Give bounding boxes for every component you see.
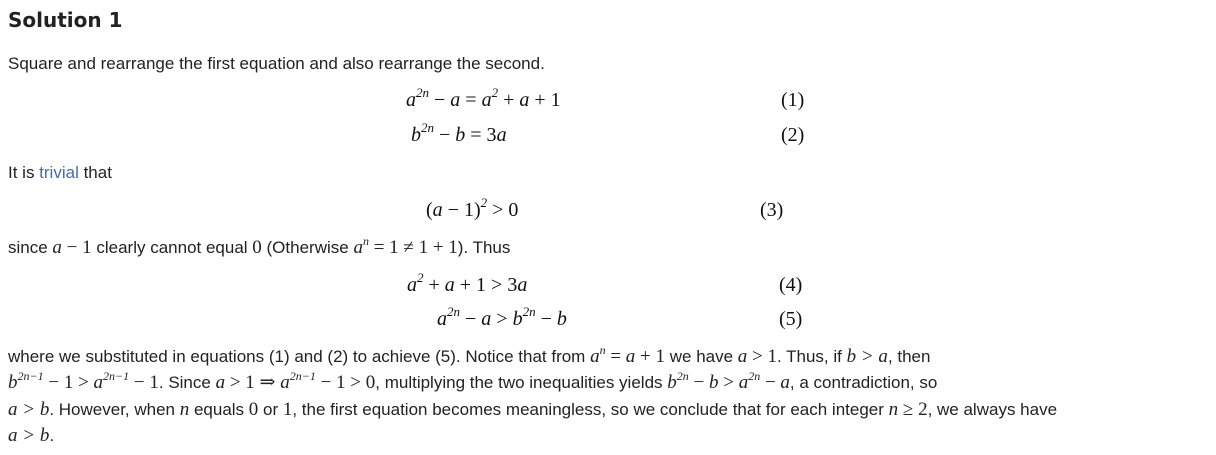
trivial-link[interactable]: trivial (39, 163, 79, 182)
conclusion-line-1: where we substituted in equations (1) and (2) to achieve (5). Notice that from $a^n = a + 1$ we have a > 1. Thus, if b > a, then (8, 343, 931, 367)
trivial-before: It is (8, 163, 40, 182)
equation-5: $a^{2n} - a > b^{2n} - b$ (437, 304, 567, 330)
solution-title: Solution 1 (8, 8, 123, 32)
conclusion-line-3: a > b. However, when n equals 0 or 1, the first equation becomes meaningless, so we conclude that for each integer n ≥ 2, we always have (8, 399, 1058, 420)
conclusion-line-4: a > b. (8, 425, 55, 446)
equation-3-label: (3) (760, 199, 784, 221)
equation-4-label: (4) (779, 274, 803, 296)
equation-5-label: (5) (779, 308, 803, 330)
trivial-after: that (78, 163, 112, 182)
intro-paragraph: Square and rearrange the first equation and also rearrange the second. (8, 54, 545, 73)
trivial-paragraph (8, 160, 112, 186)
equation-4: $a^2 + a + 1 > 3a$ (407, 270, 528, 296)
equation-2: $b^{2n} - b = 3a$ (411, 120, 507, 146)
equation-1-label: (1) (781, 89, 805, 111)
equation-3: $(a - 1)^2 > 0$ (426, 195, 519, 221)
since-paragraph: since a − 1 clearly cannot equal 0 (Otherwise $a^n = 1 \ne 1 + 1$). Thus (8, 234, 511, 258)
equation-2-label: (2) (781, 124, 805, 146)
equation-1: $a^{2n} - a = a^2 + a + 1$ (406, 85, 561, 111)
conclusion-line-2: $b^{2n-1} - 1 > a^{2n-1} - 1$. Since a > 1 ⇒ $a^{2n-1} - 1 > 0$, multiplying the two inequalities yields $b^{2n} - b > a^{2n} - a$, a contradiction, so (8, 369, 938, 393)
